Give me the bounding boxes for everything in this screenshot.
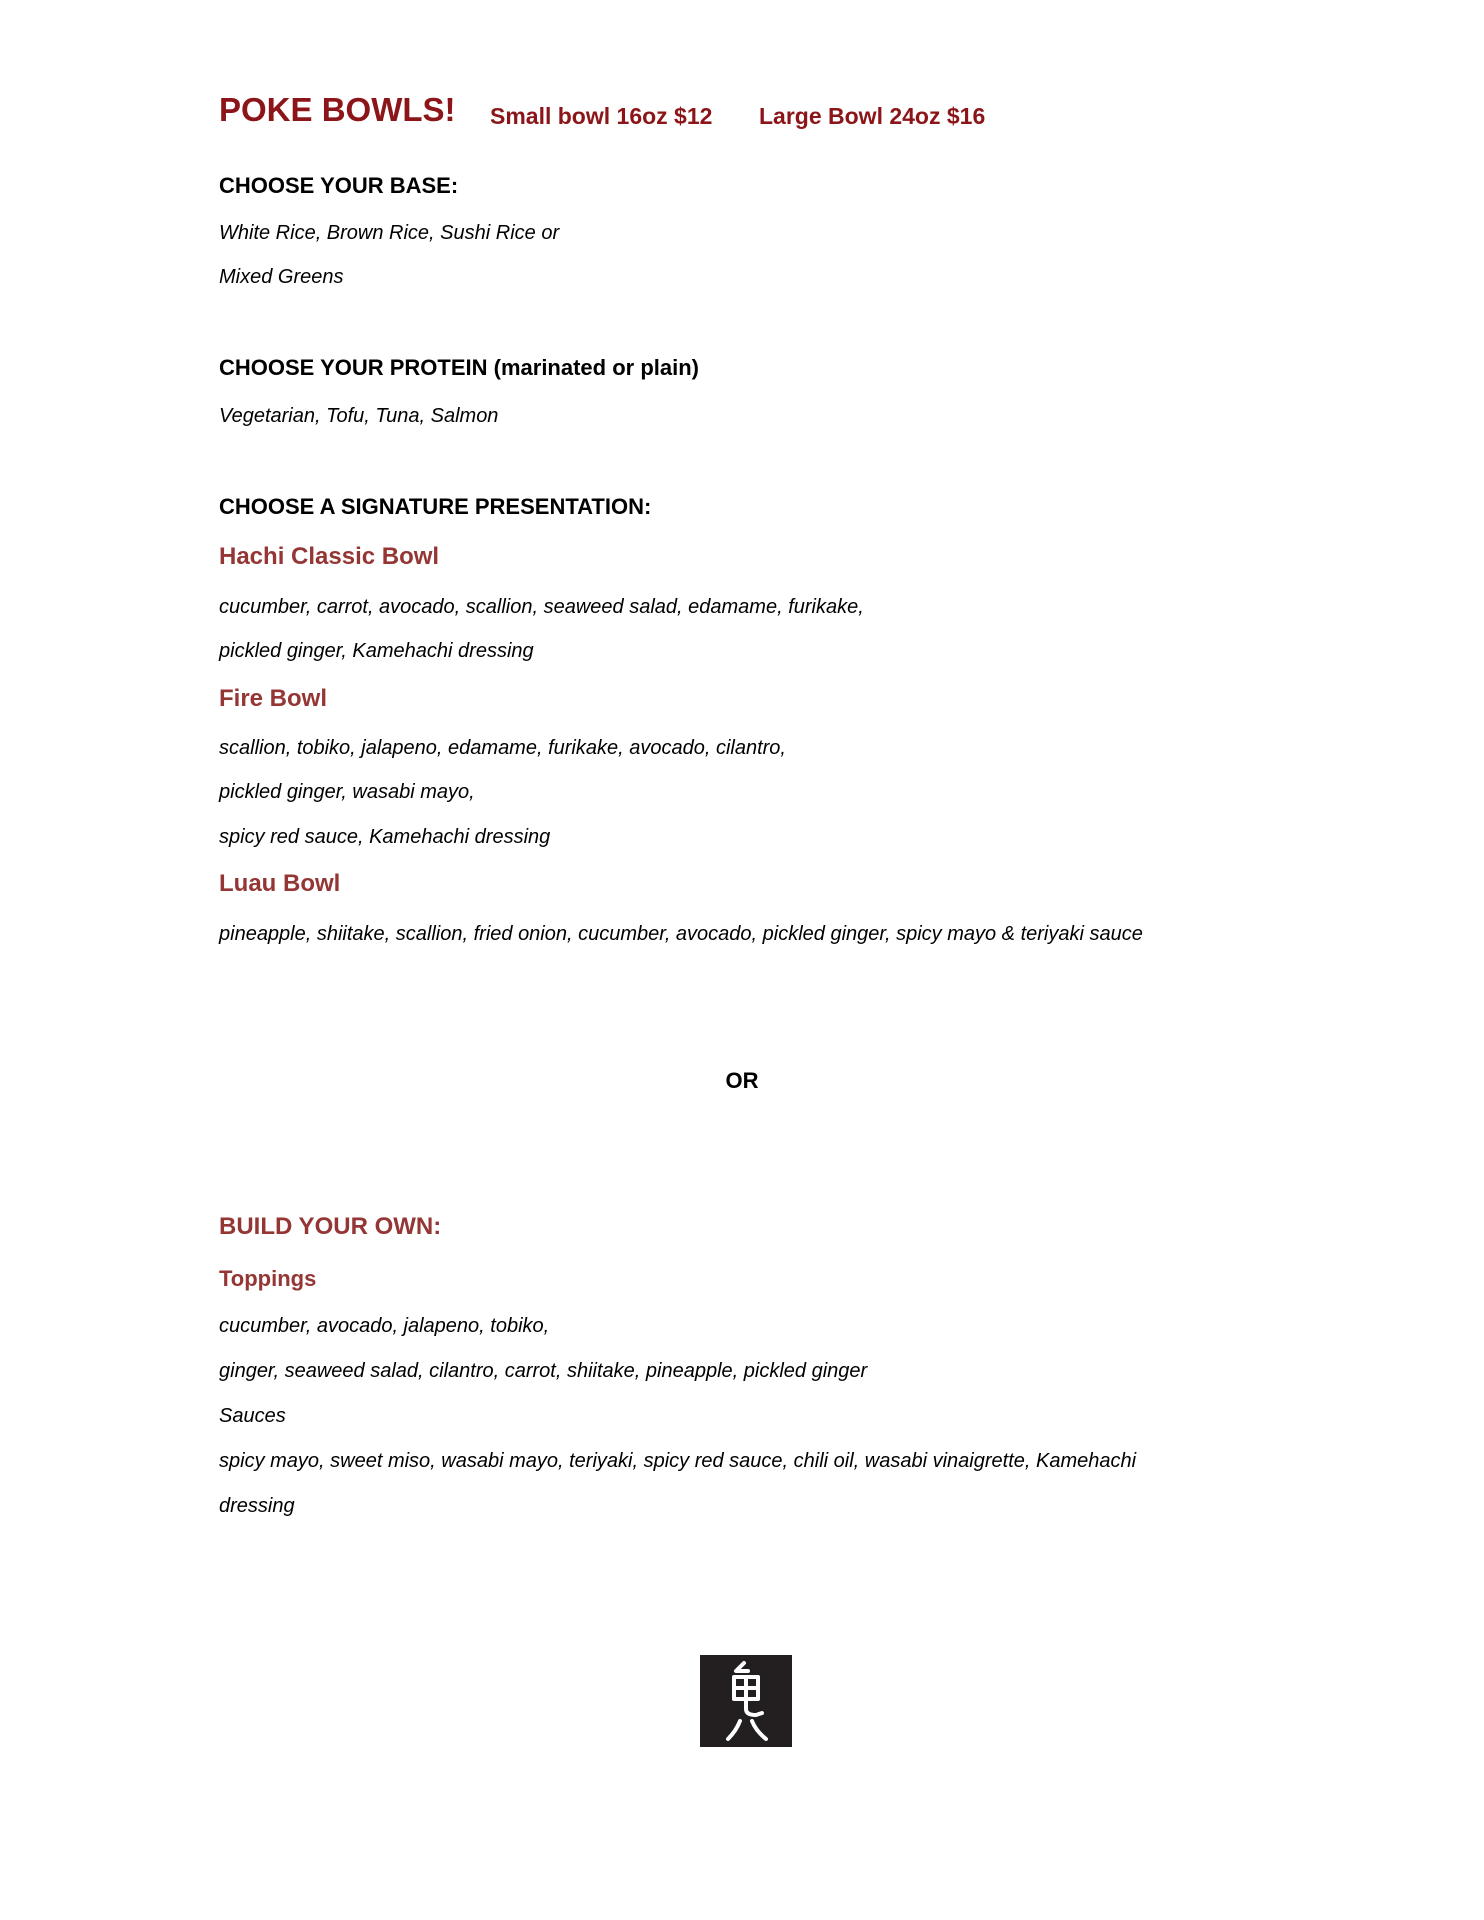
protein-line: Vegetarian, Tofu, Tuna, Salmon: [219, 405, 499, 427]
sauces-line: spicy mayo, sweet miso, wasabi mayo, teriyaki, spicy red sauce, chili oil, wasabi vinaigrette, Kamehachi: [219, 1450, 1137, 1472]
kamehachi-logo-icon: [700, 1655, 792, 1747]
base-line: Mixed Greens: [219, 266, 344, 288]
bowl-ingredients-line: spicy red sauce, Kamehachi dressing: [219, 826, 551, 848]
toppings-heading: Toppings: [219, 1266, 317, 1291]
toppings-line: ginger, seaweed salad, cilantro, carrot, shiitake, pineapple, pickled ginger: [219, 1360, 868, 1382]
base-line: White Rice, Brown Rice, Sushi Rice or: [219, 222, 560, 244]
bowl-ingredients-line: cucumber, carrot, avocado, scallion, seaweed salad, edamame, furikake,: [219, 596, 864, 618]
bowl-ingredients-line: pineapple, shiitake, scallion, fried onion, cucumber, avocado, pickled ginger, spicy mayo & teriyaki sauce: [219, 923, 1143, 945]
signature-heading: CHOOSE A SIGNATURE PRESENTATION:: [219, 494, 652, 519]
bowl-ingredients-line: pickled ginger, Kamehachi dressing: [219, 640, 534, 662]
small-bowl-price: Small bowl 16oz $12: [490, 103, 713, 129]
sauces-line: dressing: [219, 1495, 295, 1517]
kamehachi-logo-glyph: [700, 1655, 792, 1747]
toppings-line: cucumber, avocado, jalapeno, tobiko,: [219, 1315, 550, 1337]
page-title: POKE BOWLS!: [219, 91, 456, 128]
bowl-ingredients-line: scallion, tobiko, jalapeno, edamame, furikake, avocado, cilantro,: [219, 737, 786, 759]
bowl-ingredients-line: pickled ginger, wasabi mayo,: [219, 781, 475, 803]
large-bowl-price: Large Bowl 24oz $16: [759, 103, 986, 129]
bowl-name-hachi-classic: Hachi Classic Bowl: [219, 543, 440, 570]
bowl-name-luau: Luau Bowl: [219, 870, 341, 897]
base-heading: CHOOSE YOUR BASE:: [219, 173, 459, 198]
build-your-own-heading: BUILD YOUR OWN:: [219, 1213, 442, 1240]
protein-heading: CHOOSE YOUR PROTEIN (marinated or plain): [219, 355, 699, 380]
or-divider-label: OR: [725, 1068, 759, 1093]
bowl-name-fire: Fire Bowl: [219, 685, 328, 712]
sauces-heading: Sauces: [219, 1405, 286, 1427]
